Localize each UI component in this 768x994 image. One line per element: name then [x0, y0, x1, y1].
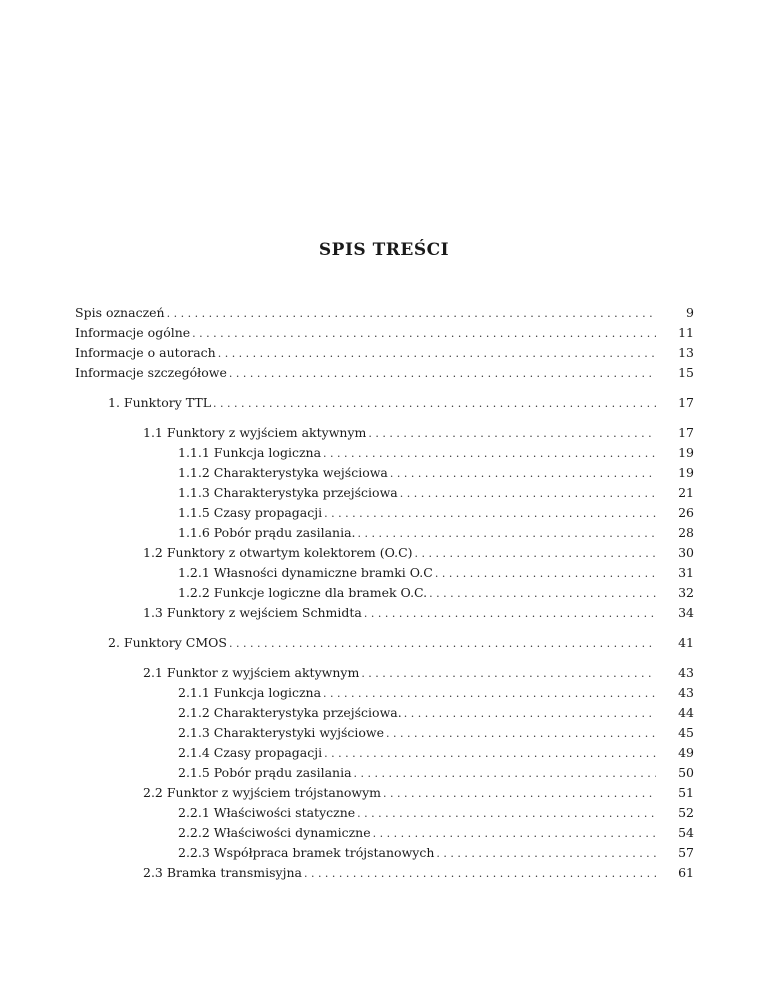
toc-entry-page: 28: [678, 525, 694, 540]
toc-entry-page: 32: [678, 585, 694, 600]
toc-entry-page: 19: [678, 465, 694, 480]
dot-leader: [415, 547, 656, 560]
toc-entry-page: 9: [686, 305, 694, 320]
toc-subsection[interactable]: [178, 505, 694, 525]
toc-entry-label: 2.1.4 Czasy propagacji: [178, 745, 323, 760]
toc-entry-label: Informacje o autorach: [75, 345, 216, 360]
toc-entry-label: 2.1.5 Pobór prądu zasilania: [178, 765, 352, 780]
toc-entry-page: 41: [678, 635, 694, 650]
dot-leader: [324, 747, 656, 760]
toc-entry-page: 50: [678, 765, 694, 780]
toc-entry-page: 26: [678, 505, 694, 520]
dot-leader: [386, 727, 656, 740]
toc-entry-label: Spis oznaczeń: [75, 305, 165, 320]
dot-leader: [429, 587, 656, 600]
dot-leader: [324, 507, 656, 520]
page-title: SPIS TREŚCI: [318, 240, 450, 260]
toc-entry-label: 1.1.5 Czasy propagacji: [178, 505, 323, 520]
toc-entry-page: 49: [678, 745, 694, 760]
toc-section[interactable]: [143, 785, 694, 805]
toc-entry[interactable]: [75, 305, 694, 325]
toc-entry-page: 21: [678, 485, 694, 500]
toc-subsection[interactable]: [178, 445, 694, 465]
dot-leader: [383, 787, 656, 800]
toc-entry-page: 30: [678, 545, 694, 560]
dot-leader: [354, 767, 656, 780]
toc-subsection[interactable]: [178, 485, 694, 505]
toc-entry-label: 2. Funktory CMOS: [108, 635, 227, 650]
dot-leader: [323, 447, 656, 460]
toc-subsection[interactable]: [178, 705, 694, 725]
toc-entry-label: 1.1.2 Charakterystyka wejściowa: [178, 465, 388, 480]
toc-section[interactable]: [143, 665, 694, 685]
toc-entry-label: Informacje ogólne: [75, 325, 191, 340]
dot-leader: [364, 607, 656, 620]
toc-entry-page: 31: [678, 565, 694, 580]
toc-subsection[interactable]: [178, 725, 694, 745]
toc-entry[interactable]: [75, 345, 694, 365]
toc-entry-label: 2.2.2 Właściwości dynamiczne: [178, 825, 371, 840]
toc-entry-page: 34: [678, 605, 694, 620]
toc-entry-label: 1.1.3 Charakterystyka przejściowa: [178, 485, 398, 500]
toc-entry-label: 1.1.6 Pobór prądu zasilania.: [178, 525, 356, 540]
toc-entry-label: 1.2.1 Własności dynamiczne bramki O.C: [178, 565, 433, 580]
toc-subsection[interactable]: [178, 765, 694, 785]
toc-entry-page: 44: [678, 705, 694, 720]
toc-entry-label: 1.1.1 Funkcja logiczna: [178, 445, 322, 460]
dot-leader: [361, 667, 656, 680]
toc-chapter[interactable]: [108, 395, 694, 415]
toc-entry-label: 1.2.2 Funkcje logiczne dla bramek O.C.: [178, 585, 428, 600]
toc-entry-label: 2.1 Funktor z wyjściem aktywnym: [143, 665, 360, 680]
toc-chapter[interactable]: [108, 635, 694, 655]
toc-entry-label: 2.2.3 Współpraca bramek trójstanowych: [178, 845, 435, 860]
toc-entry-page: 57: [678, 845, 694, 860]
toc-entry-label: 2.3 Bramka transmisyjna: [143, 865, 302, 880]
toc-subsection[interactable]: [178, 525, 694, 545]
dot-leader: [400, 487, 656, 500]
toc-section[interactable]: [143, 865, 694, 885]
dot-leader: [373, 827, 656, 840]
toc-entry-page: 17: [678, 425, 694, 440]
dot-leader: [192, 327, 656, 340]
dot-leader: [357, 807, 656, 820]
toc-entry-label: 1.2 Funktory z otwartym kolektorem (O.C): [143, 545, 413, 560]
toc-entry[interactable]: [75, 325, 694, 345]
toc-entry-page: 52: [678, 805, 694, 820]
dot-leader: [167, 307, 656, 320]
dot-leader: [436, 847, 656, 860]
dot-leader: [390, 467, 656, 480]
toc-entry-label: 2.1.2 Charakterystyka przejściowa.: [178, 705, 402, 720]
toc-subsection[interactable]: [178, 685, 694, 705]
toc-subsection[interactable]: [178, 805, 694, 825]
toc-subsection[interactable]: [178, 825, 694, 845]
toc-entry-label: 2.2 Funktor z wyjściem trójstanowym: [143, 785, 382, 800]
dot-leader: [304, 867, 656, 880]
dot-leader: [358, 527, 656, 540]
dot-leader: [368, 427, 656, 440]
toc-section[interactable]: [143, 425, 694, 445]
dot-leader: [435, 567, 656, 580]
toc-entry-page: 45: [678, 725, 694, 740]
toc-entry-page: 13: [678, 345, 694, 360]
toc-entry-page: 15: [678, 365, 694, 380]
dot-leader: [323, 687, 656, 700]
toc-entry-page: 43: [678, 685, 694, 700]
toc-section[interactable]: [143, 605, 694, 625]
toc-entry-label: 2.2.1 Właściwości statyczne: [178, 805, 356, 820]
dot-leader: [213, 397, 656, 410]
toc-section[interactable]: [143, 545, 694, 565]
toc-subsection[interactable]: [178, 745, 694, 765]
toc-entry-page: 51: [678, 785, 694, 800]
dot-leader: [229, 637, 656, 650]
toc-entry-label: 1. Funktory TTL: [108, 395, 212, 410]
toc-entry-page: 17: [678, 395, 694, 410]
toc-entry-page: 54: [678, 825, 694, 840]
toc-subsection[interactable]: [178, 565, 694, 585]
toc-entry-page: 19: [678, 445, 694, 460]
toc-subsection[interactable]: [178, 585, 694, 605]
toc-entry-label: 1.1 Funktory z wyjściem aktywnym: [143, 425, 367, 440]
toc-subsection[interactable]: [178, 845, 694, 865]
toc-entry-page: 11: [678, 325, 694, 340]
toc-entry-page: 43: [678, 665, 694, 680]
dot-leader: [218, 347, 656, 360]
toc-entry-label: Informacje szczegółowe: [75, 365, 227, 380]
toc-entry-page: 61: [678, 865, 694, 880]
toc-entry[interactable]: [75, 365, 694, 385]
toc-entry-label: 1.3 Funktory z wejściem Schmidta: [143, 605, 362, 620]
dot-leader: [229, 367, 656, 380]
toc-subsection[interactable]: [178, 465, 694, 485]
toc-entry-label: 2.1.1 Funkcja logiczna: [178, 685, 322, 700]
toc-entry-label: 2.1.3 Charakterystyki wyjściowe: [178, 725, 385, 740]
dot-leader: [404, 707, 656, 720]
